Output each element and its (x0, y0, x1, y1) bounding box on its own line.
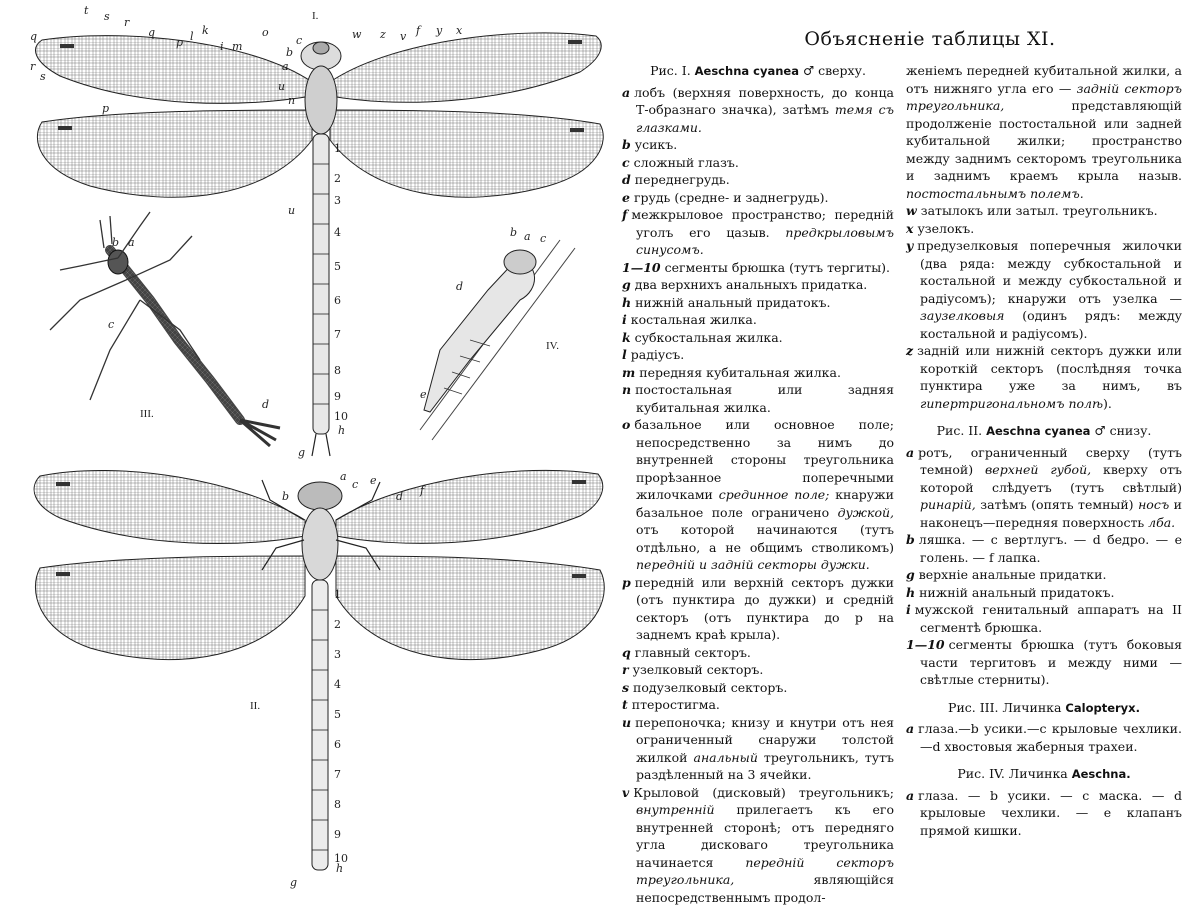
legend-text: ротъ, ограниченный сверху (тутъ темной) (918, 445, 1182, 478)
legend-text: затѣмъ (опять темный) (976, 497, 1138, 512)
legend-item (622, 784, 894, 906)
continued-emph-2: постостальнымъ полемъ. (906, 186, 1084, 201)
fig2-letter-g: g (290, 876, 297, 889)
legend-key: s (622, 680, 629, 695)
legend-key: d (622, 172, 631, 187)
legend-item (622, 276, 894, 294)
fig1-seg-7: 7 (334, 328, 341, 341)
legend-item (622, 154, 894, 172)
legend-text: узелокъ. (917, 221, 974, 236)
legend-emphasis: передній секторъ треугольника, (636, 855, 894, 888)
legend-list-fig3 (906, 720, 1182, 755)
legend-item (622, 329, 894, 347)
fig4-label: IV. (546, 340, 559, 352)
explanation-column-2 (906, 62, 1182, 839)
legend-key: c (622, 155, 630, 170)
legend-key: b (622, 137, 631, 152)
legend-key: l (622, 347, 627, 362)
fig2-letter-b: b (282, 490, 289, 503)
legend-list-fig4 (906, 787, 1182, 840)
continued-item-v (906, 62, 1182, 202)
fig1-letter-r2: r (30, 60, 35, 73)
fig2-dragonfly-ventral (34, 470, 604, 870)
legend-text: являющійся непосредственнымъ продол- (636, 872, 894, 905)
fig1-letter-l: l (190, 30, 194, 43)
legend-emphasis: заузелковыя (920, 308, 1004, 323)
caption-fig4-prefix: Рис. IV. Личинка (957, 766, 1071, 781)
page-title: Объясненіе таблицы XI. (720, 28, 1140, 50)
fig1-letter-s: s (104, 10, 110, 23)
legend-item (622, 171, 894, 189)
fig1-letter-u: u (278, 80, 285, 93)
legend-text: ляшка. — c вертлугъ. — d бедро. — e голень. — f лапка. (919, 532, 1182, 565)
legend-item (622, 294, 894, 312)
legend-item (622, 416, 894, 574)
continued-emph-1: задній секторъ треугольника, (906, 81, 1182, 114)
fig1-letter-w: w (352, 28, 361, 41)
fig1-label: I. (312, 10, 318, 22)
caption-fig1 (622, 62, 894, 81)
fig2-letter-d: d (396, 490, 403, 503)
fig1-letter-u2: u (288, 204, 295, 217)
legend-text: узелковый секторъ. (633, 662, 764, 677)
caption-fig4-genus: Aeschna. (1072, 767, 1131, 781)
fig1-letter-h: h (338, 424, 345, 437)
fig1-seg-4: 4 (334, 226, 341, 239)
legend-key: n (622, 382, 631, 397)
legend-key: i (906, 602, 911, 617)
legend-item (906, 237, 1182, 342)
fig1-letter-q: q (148, 26, 155, 39)
legend-item (906, 636, 1182, 689)
legend-emphasis: срединное поле; (719, 487, 830, 502)
legend-item (906, 220, 1182, 238)
fig2-seg-10: 10 (334, 852, 348, 865)
legend-item (906, 720, 1182, 755)
fig1-letter-c: c (296, 34, 302, 47)
legend-key: h (906, 585, 915, 600)
legend-text: перепоночка; книзу и кнутри отъ нея ограниченный снаружи толстой жилкой (635, 715, 894, 765)
legend-item (906, 342, 1182, 412)
legend-text: костальная жилка. (631, 312, 757, 327)
legend-text: радіусъ. (631, 347, 684, 362)
fig2-left-hindwing (35, 556, 305, 660)
legend-emphasis: предкрыловымъ синусомъ. (636, 225, 894, 258)
fig4-letter-e: e (420, 388, 427, 401)
legend-emphasis: передній и задній секторы дужки. (636, 557, 870, 572)
legend-item (906, 787, 1182, 840)
legend-text: нижній анальный придатокъ. (919, 585, 1114, 600)
legend-key: g (906, 567, 915, 582)
legend-item (622, 364, 894, 382)
legend-item (622, 84, 894, 137)
legend-text: сегменты брюшка (тутъ тергиты). (665, 260, 890, 275)
legend-emphasis: темя съ глазками. (636, 102, 894, 135)
fig1-letter-f: f (416, 24, 420, 37)
fig2-letter-h: h (336, 862, 343, 875)
caption-fig2-suffix: ♂ снизу. (1090, 423, 1151, 438)
fig1-letter-o: o (262, 26, 269, 39)
legend-item (622, 644, 894, 662)
fig2-seg-6: 6 (334, 738, 341, 751)
caption-fig3 (906, 699, 1182, 718)
legend-key: u (622, 715, 631, 730)
legend-key: q (622, 645, 631, 660)
fig1-right-forewing (330, 33, 601, 102)
fig2-seg-1: 1 (334, 588, 341, 601)
legend-item (622, 714, 894, 784)
fig1-letter-y: y (436, 24, 442, 37)
legend-emphasis: лба. (1148, 515, 1175, 530)
legend-emphasis: верхней губой, (985, 462, 1091, 477)
fig2-seg-2: 2 (334, 618, 341, 631)
fig2-seg-4: 4 (334, 678, 341, 691)
caption-fig3-genus: Calopteryx. (1065, 701, 1140, 715)
fig1-seg-3: 3 (334, 194, 341, 207)
fig1-seg-8: 8 (334, 364, 341, 377)
caption-fig2-prefix: Рис. II. (937, 423, 987, 438)
legend-item (622, 189, 894, 207)
fig1-letter-i: i (220, 40, 224, 53)
legend-text: глаза.—b усики.—c крыловые чехлики.—d хвостовыя жаберныя трахеи. (918, 721, 1182, 754)
fig1-letter-m: m (232, 40, 242, 53)
legend-text: задній или нижній секторъ дужки или короткій секторъ (послѣдняя точка пунктира уже за нимъ, въ (917, 343, 1182, 393)
fig1-letter-a: a (282, 60, 289, 73)
fig1-right-hindwing (330, 110, 603, 197)
legend-item (622, 696, 894, 714)
legend-text: Крыловой (дисковый) треугольникъ; (633, 785, 894, 800)
fig1-letter-t: t (84, 4, 88, 17)
legend-key: 1—10 (622, 260, 661, 275)
legend-text: отъ которой начинаются (тутъ отдѣльно, а не общимъ стволикомъ) (636, 522, 894, 555)
fig3-letter-a: a (128, 236, 135, 249)
fig1-letter-p2: p (102, 102, 109, 115)
fig2-letter-e: e (370, 474, 377, 487)
fig3-letter-c: c (108, 318, 114, 331)
legend-text: кнаружи базальное поле ограничено (636, 487, 894, 520)
legend-key: g (622, 277, 631, 292)
legend-key: a (906, 445, 914, 460)
legend-emphasis: внутренній (636, 802, 715, 817)
legend-emphasis: гипертригональномъ полѣ (920, 396, 1103, 411)
fig3-letter-b: b (112, 236, 119, 249)
legend-key: a (906, 721, 914, 736)
legend-key: f (622, 207, 627, 222)
legend-key: p (622, 575, 631, 590)
legend-key: z (906, 343, 913, 358)
fig1-seg-5: 5 (334, 260, 341, 273)
fig1-letter-b: b (286, 46, 293, 59)
fig1-letter-n: n (288, 94, 295, 107)
fig1-letter-s2: s (40, 70, 46, 83)
legend-key: y (906, 238, 913, 253)
legend-text: кверху отъ которой слѣдуетъ (тутъ свѣтлый) (920, 462, 1182, 495)
fig3-label: III. (140, 408, 154, 420)
legend-list-fig2 (906, 444, 1182, 689)
explanation-column-1 (622, 62, 894, 906)
legend-item (622, 259, 894, 277)
legend-list-fig1 (622, 84, 894, 906)
continued-text-1: женіемъ передней кубитальной жилки, а отъ нижняго угла его — (906, 63, 1182, 96)
legend-text: лобъ (верхняя поверхность, до конца Т-образнаго значка), затѣмъ (634, 85, 894, 118)
legend-item (622, 136, 894, 154)
legend-key: m (622, 365, 635, 380)
fig2-seg-9: 9 (334, 828, 341, 841)
legend-text: усикъ. (635, 137, 677, 152)
legend-item (906, 584, 1182, 602)
legend-item (906, 531, 1182, 566)
fig2-left-forewing (34, 470, 305, 543)
fig4-letter-c: c (540, 232, 546, 245)
legend-key: w (906, 203, 917, 218)
fig1-letter-v: v (400, 30, 406, 43)
caption-fig1-species: Aeschna cyanea (695, 64, 799, 78)
legend-text: главный секторъ. (635, 645, 751, 660)
fig2-letter-a: a (340, 470, 347, 483)
legend-key: k (622, 330, 631, 345)
fig3-letter-d: d (262, 398, 269, 411)
legend-text: подузелковый секторъ. (633, 680, 787, 695)
fig2-letter-f: f (420, 484, 424, 497)
fig1-letter-q2: q (30, 30, 37, 43)
fig1-letter-k: k (202, 24, 209, 37)
fig4-letter-a: a (524, 230, 531, 243)
legend-key: o (622, 417, 630, 432)
fig1-left-forewing (36, 36, 312, 104)
legend-item (622, 679, 894, 697)
fig1-left-hindwing (37, 110, 312, 197)
fig2-label: II. (250, 700, 260, 712)
caption-fig2 (906, 422, 1182, 441)
legend-text: передній или верхній секторъ дужки (отъ пунктира до дужки) и средній секторъ (отъ пунктира до p на заднемъ краѣ крыла). (635, 575, 894, 643)
fig1-seg-9: 9 (334, 390, 341, 403)
legend-item (622, 574, 894, 644)
legend-emphasis: ринарій, (920, 497, 976, 512)
legend-key: r (622, 662, 629, 677)
legend-text: треугольникъ, тутъ раздѣленный на 3 ячейки. (636, 750, 894, 783)
legend-key: e (622, 190, 630, 205)
fig2-seg-8: 8 (334, 798, 341, 811)
legend-text: межкрыловое пространство; передній уголъ его цазыв. (631, 207, 894, 240)
legend-key: a (622, 85, 630, 100)
legend-text: глаза. — b усики. — c маска. — d крыловые чехлики. — e клапанъ прямой кишки. (918, 788, 1182, 838)
legend-key: t (622, 697, 628, 712)
fig1-seg-2: 2 (334, 172, 341, 185)
legend-item (906, 202, 1182, 220)
fig4-letter-d: d (456, 280, 463, 293)
fig1-letter-z: z (380, 28, 386, 41)
legend-text: (одинъ рядъ: между костальной и радіусомъ). (920, 308, 1182, 341)
legend-text: сложный глазъ. (634, 155, 739, 170)
legend-text: мужской генитальный аппаратъ на II сегментѣ брюшка. (915, 602, 1182, 635)
legend-text: и наконецъ—передняя поверхность (920, 497, 1182, 530)
legend-emphasis: дужкой, (838, 505, 894, 520)
caption-fig4 (906, 765, 1182, 784)
fig4-letter-b: b (510, 226, 517, 239)
legend-text: передняя кубитальная жилка. (639, 365, 841, 380)
legend-item (622, 311, 894, 329)
legend-item (906, 601, 1182, 636)
legend-item (622, 206, 894, 259)
fig2-seg-7: 7 (334, 768, 341, 781)
fig1-seg-1: 1 (334, 142, 341, 155)
legend-key: x (906, 221, 913, 236)
fig1-letter-x: x (456, 24, 462, 37)
fig1-letter-g: g (298, 446, 305, 459)
legend-emphasis: носъ (1138, 497, 1169, 512)
legend-key: 1—10 (906, 637, 945, 652)
legend-text: затылокъ или затыл. треугольникъ. (921, 203, 1158, 218)
legend-text: грудь (средне- и заднегрудь). (634, 190, 829, 205)
fig2-seg-5: 5 (334, 708, 341, 721)
fig2-seg-3: 3 (334, 648, 341, 661)
legend-list-fig1-cont (906, 202, 1182, 412)
legend-text: предузелковыя поперечныя жилочки (два ряда: между субкостальной и костальной и между субкостальной и радіусомъ); кнаружи отъ узелка — (917, 238, 1182, 306)
fig1-letter-r: r (124, 16, 129, 29)
legend-key: v (622, 785, 629, 800)
legend-text: прилегаетъ къ его внутренней сторонѣ; отъ передняго угла дисковаго треугольника начинается (636, 802, 894, 870)
continued-text-2: представляющій продолженіе постостальной или задней кубитальной жилки; пространство между заднимъ секторомъ треугольника и заднимъ краемъ крыла назыв. (906, 98, 1182, 183)
legend-text: субкостальная жилка. (635, 330, 783, 345)
caption-fig3-prefix: Рис. III. Личинка (948, 700, 1065, 715)
fig2-letter-c: c (352, 478, 358, 491)
legend-text: базальное или основное поле; непосредственно за нимъ до внутренней стороны треугольника прорѣзанное поперечными жилочками (634, 417, 894, 502)
caption-fig2-species: Aeschna cyanea (986, 424, 1090, 438)
legend-text: постостальная или задняя кубитальная жилка. (635, 382, 894, 415)
legend-text: птеростигма. (632, 697, 720, 712)
fig3-calopteryx-larva (50, 212, 280, 446)
caption-fig1-suffix: ♂ сверху. (799, 63, 866, 78)
legend-text: верхніе анальные придатки. (919, 567, 1107, 582)
fig1-dragonfly-dorsal (36, 33, 604, 456)
legend-item (622, 381, 894, 416)
legend-text: ). (1103, 396, 1112, 411)
legend-item (622, 661, 894, 679)
legend-key: i (622, 312, 627, 327)
fig1-seg-10: 10 (334, 410, 348, 423)
legend-item (906, 566, 1182, 584)
legend-item (906, 444, 1182, 532)
legend-text: переднегрудь. (635, 172, 730, 187)
legend-key: h (622, 295, 631, 310)
legend-key: b (906, 532, 915, 547)
legend-text: нижній анальный придатокъ. (635, 295, 830, 310)
fig2-right-hindwing (336, 556, 604, 660)
legend-emphasis: анальный (694, 750, 758, 765)
legend-key: a (906, 788, 914, 803)
legend-item (622, 346, 894, 364)
legend-text: два верхнихъ анальныхъ придатка. (635, 277, 868, 292)
fig1-seg-6: 6 (334, 294, 341, 307)
fig1-letter-p: p (176, 36, 183, 49)
legend-text: сегменты брюшка (тутъ боковыя части тергитовъ и между ними — свѣтлые стерниты). (920, 637, 1182, 687)
caption-fig1-prefix: Рис. I. (650, 63, 695, 78)
